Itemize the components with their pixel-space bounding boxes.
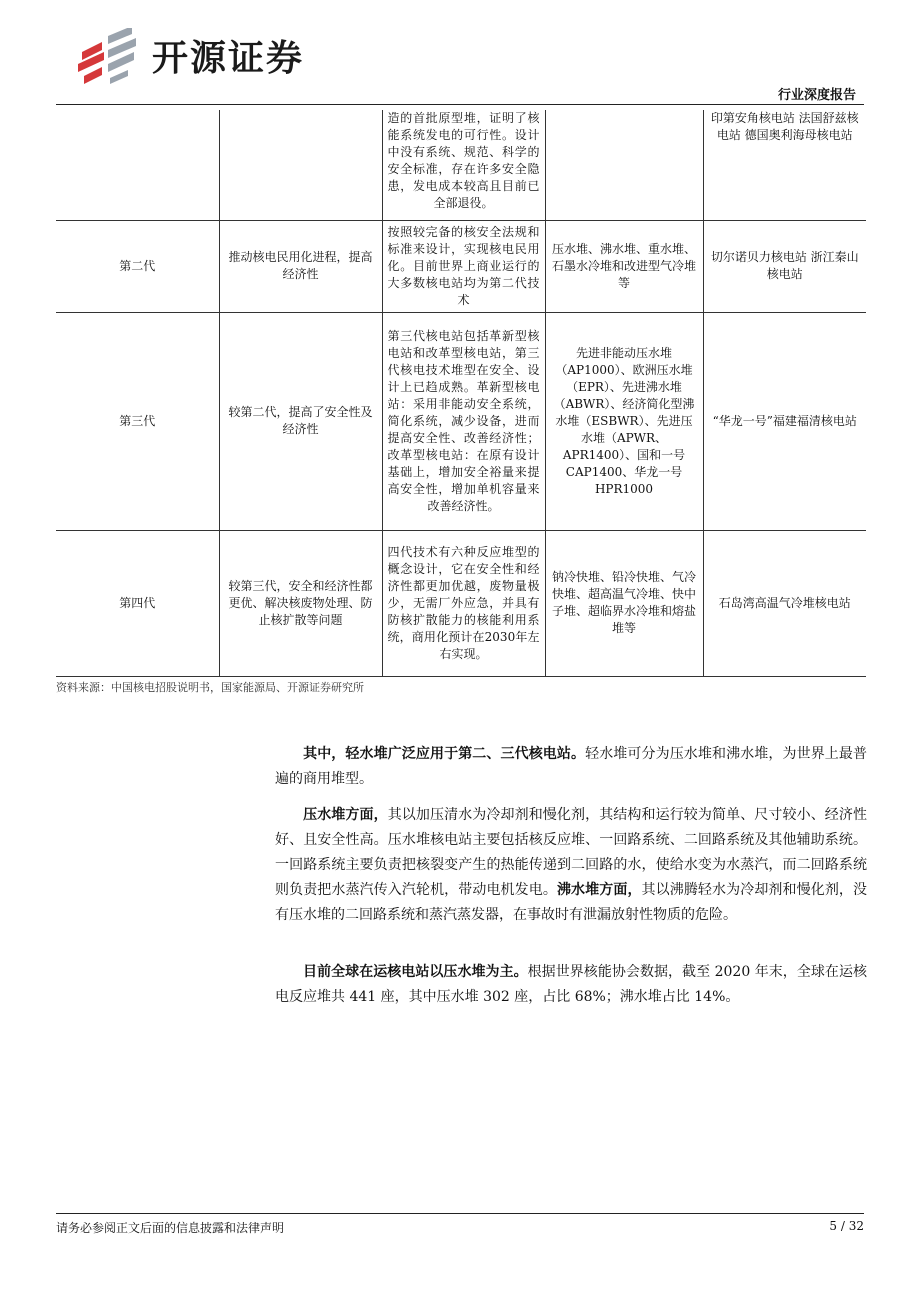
reactor-generation-table <box>56 110 866 677</box>
generation-cell <box>56 110 219 220</box>
paragraph-text: 其以沸腾轻水为冷却剂和慢化剂，没有压水堆的二回路系统和蒸汽蒸发器，在事故时有泄漏放射性物质的危险。 <box>275 882 868 923</box>
paragraph-global-stats <box>275 960 867 1010</box>
page-number: 5 / 32 <box>829 1219 864 1233</box>
paragraph-text: 其以加压清水为冷却剂和慢化剂，其结构和运行较为简单、尺寸较小、经济性好、且安全性高。压水堆核电站主要包括核反应堆、一回路系统、二回路系统及其他辅助系统。一回路系统主要负责把核裂变产生的热能传递到二回路的水，使给水变为水蒸汽，而二回路系统则负责把水蒸汽传入汽轮机，带动电机发电。 <box>275 807 868 898</box>
description-cell: 造的首批原型堆，证明了核能系统发电的可行性。设计中没有系统、规范、科学的安全标准，存在许多安全隐患，发电成本较高且目前已全部退役。 <box>382 110 545 220</box>
paragraph-text: 轻水堆可分为压水堆和沸水堆，为世界上最普遍的商用堆型。 <box>275 746 868 787</box>
reactor-types-cell: 压水堆、沸水堆、重水堆、石墨水冷堆和改进型气冷堆等 <box>545 220 703 312</box>
company-logo <box>76 28 346 84</box>
examples-cell: 切尔诺贝力核电站 浙江秦山核电站 <box>703 220 866 312</box>
examples-cell: 石岛湾高温气冷堆核电站 <box>703 530 866 676</box>
logo-mark-icon <box>76 28 140 84</box>
footer-disclaimer: 请务必参阅正文后面的信息披露和法律声明 <box>56 1221 285 1235</box>
reactor-types-cell: 先进非能动压水堆（AP1000）、欧洲压水堆（EPR）、先进沸水堆（ABWR）、经济简化型沸水堆（ESBWR）、先进压水堆（APWR、APR1400）、国和一号CAP1400、华龙一号HPR1000 <box>545 312 703 530</box>
feature-cell: 推动核电民用化进程，提高经济性 <box>219 220 382 312</box>
feature-cell: 较第三代，安全和经济性都更优、解决核废物处理、防止核扩散等问题 <box>219 530 382 676</box>
examples-cell: 印第安角核电站 法国舒兹核电站 德国奥利海母核电站 <box>703 110 866 220</box>
generation-cell: 第二代 <box>56 220 219 312</box>
table-source-note: 资料来源：中国核电招股说明书，国家能源局、开源证券研究所 <box>56 681 364 694</box>
feature-cell: 较第二代，提高了安全性及经济性 <box>219 312 382 530</box>
description-cell: 四代技术有六种反应堆型的概念设计，它在安全性和经济性都更加优越，废物量极少，无需厂外应急，并具有防核扩散能力的核能利用系统，商用化预计在2030年左右实现。 <box>382 530 545 676</box>
description-cell: 第三代核电站包括革新型核电站和改革型核电站，第三代核电技术堆型在安全、设计上已趋成熟。革新型核电站：采用非能动安全系统，简化系统，减少设备，进而提高安全性、改善经济性；改革型核电站：在原有设计基础上，增加安全裕量来提高安全性，增加单机容量来改善经济性。 <box>382 312 545 530</box>
table-row <box>56 110 866 220</box>
generation-cell: 第四代 <box>56 530 219 676</box>
description-cell: 按照较完备的核安全法规和标准来设计，实现核电民用化。目前世界上商业运行的大多数核电站均为第二代技术 <box>382 220 545 312</box>
report-type-label: 行业深度报告 <box>777 88 856 103</box>
paragraph-lead: 其中，轻水堆广泛应用于第二、三代核电站。 <box>303 746 586 762</box>
examples-cell: “华龙一号”福建福清核电站 <box>703 312 866 530</box>
logo-text: 开源证券 <box>152 38 305 79</box>
paragraph-lead: 沸水堆方面， <box>556 882 642 898</box>
paragraph-pwr-bwr <box>275 803 867 928</box>
paragraph-lead: 目前全球在运核电站以压水堆为主。 <box>303 964 528 980</box>
feature-cell <box>219 110 382 220</box>
reactor-types-cell: 钠冷快堆、铅冷快堆、气冷快堆、超高温气冷堆、快中子堆、超临界水冷堆和熔盐堆等 <box>545 530 703 676</box>
table-row <box>56 220 866 312</box>
reactor-types-cell <box>545 110 703 220</box>
paragraph-lead: 压水堆方面， <box>303 807 388 823</box>
table-row <box>56 530 866 676</box>
footer-divider <box>56 1213 864 1214</box>
paragraph-text: 根据世界核能协会数据，截至 2020 年末，全球在运核电反应堆共 441 座，其中压水堆 302 座，占比 68%；沸水堆占比 14%。 <box>275 964 867 1005</box>
header-divider <box>56 104 864 105</box>
generation-cell: 第三代 <box>56 312 219 530</box>
table-row <box>56 312 866 530</box>
paragraph-light-water <box>275 742 867 792</box>
